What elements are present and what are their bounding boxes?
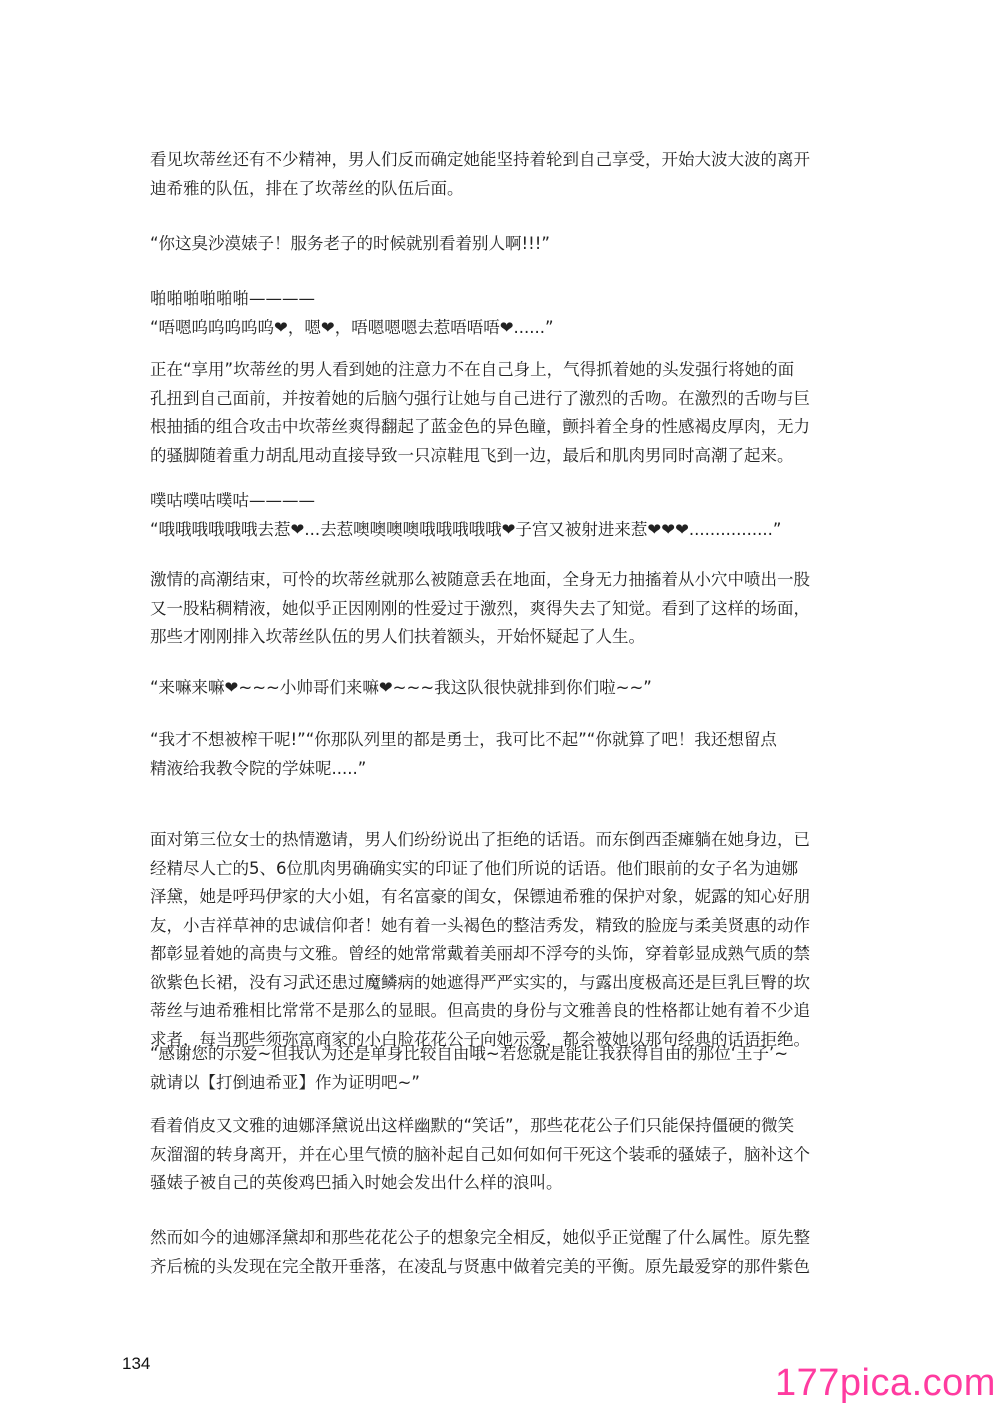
text-line: 精液给我教令院的学妹呢.....” (150, 758, 367, 778)
paragraph (150, 230, 855, 259)
paragraph (150, 674, 855, 703)
text-line: “哦哦哦哦哦哦去惹❤...去惹噢噢噢噢哦哦哦哦哦❤子宫又被射进来惹❤❤❤................” (150, 519, 782, 539)
text-line: 又一股粘稠精液，她似乎正因刚刚的性爱过于激烈，爽得失去了知觉。看到了这样的场面， (150, 598, 810, 618)
text-line: 正在“享用”坎蒂丝的男人看到她的注意力不在自己身上，气得抓着她的头发强行将她的面 (150, 360, 795, 379)
text-line: “你这臭沙漠婊子！服务老子的时候就别看着别人啊!!!” (150, 234, 550, 253)
text-line: “唔嗯呜呜呜呜呜❤，嗯❤，唔嗯嗯嗯去惹唔唔唔❤......” (150, 317, 554, 337)
text-line: 灰溜溜的转身离开，并在心里气愤的脑补起自己如何如何干死这个装乖的骚婊子，脑补这个 (150, 1144, 810, 1164)
page-number: 134 (122, 1354, 151, 1373)
text-line: 噗咕噗咕噗咕———— (150, 491, 315, 510)
text-line: “感谢您的示爱~但我认为还是单身比较自由哦~若您就是能让我获得自由的那位‘王子’~ (150, 1044, 789, 1063)
paragraph (150, 487, 855, 544)
text-line: 迪希雅的队伍，排在了坎蒂丝的队伍后面。 (150, 178, 464, 198)
text-line: 欲紫色长裙，没有习武还患过魔鳞病的她遮得严严实实的，与露出度极高还是巨乳巨臀的坎 (150, 972, 810, 992)
paragraph (150, 726, 855, 783)
paragraph (150, 1224, 855, 1281)
text-line: 孔扭到自己面前，并按着她的后脑勺强行让她与自己进行了激烈的舌吻。在激烈的舌吻与巨 (150, 388, 810, 408)
text-line: 的骚脚随着重力胡乱甩动直接导致一只凉鞋甩飞到一边，最后和肌肉男同时高潮了起来。 (150, 445, 794, 465)
paragraph (150, 1112, 855, 1198)
text-line: 就请以【打倒迪希亚】作为证明吧~” (150, 1072, 420, 1092)
text-line: 激情的高潮结束，可怜的坎蒂丝就那么被随意丢在地面，全身无力抽搐着从小穴中喷出一股 (150, 570, 810, 589)
text-line: 面对第三位女士的热情邀请，男人们纷纷说出了拒绝的话语。而东倒西歪瘫躺在她身边，已 (150, 830, 810, 849)
text-line: 看见坎蒂丝还有不少精神，男人们反而确定她能坚持着轮到自己享受，开始大波大波的离开 (150, 150, 810, 169)
paragraph (150, 285, 855, 342)
text-line: 根抽插的组合攻击中坎蒂丝爽得翻起了蓝金色的异色瞳，颤抖着全身的性感褐皮厚肉，无力 (150, 417, 810, 436)
text-line: 蒂丝与迪希雅相比常常不是那么的显眼。但高贵的身份与文雅善良的性格都让她有着不少追 (150, 1001, 810, 1020)
text-line: 然而如今的迪娜泽黛却和那些花花公子的想象完全相反，她似乎正觉醒了什么属性。原先整 (150, 1228, 810, 1247)
text-line: 求者，每当那些须弥富商家的小白脸花花公子向她示爱，都会被她以那句经典的话语拒绝。 (150, 1029, 810, 1049)
text-line: 都彰显着她的高贵与文雅。曾经的她常常戴着美丽却不浮夸的头饰，穿着彰显成熟气质的禁 (150, 944, 810, 963)
text-line: 齐后梳的头发现在完全散开垂落，在凌乱与贤惠中做着完美的平衡。原先最爱穿的那件紫色 (150, 1256, 810, 1276)
text-line: “来嘛来嘛❤~~~小帅哥们来嘛❤~~~我这队很快就排到你们啦~~” (150, 678, 652, 697)
paragraph (150, 566, 855, 652)
watermark: 177pica.com (775, 1362, 996, 1404)
paragraph (150, 146, 855, 203)
text-line: 友，小吉祥草神的忠诚信仰者！她有着一头褐色的整洁秀发，精致的脸庞与柔美贤惠的动作 (150, 915, 810, 935)
text-line: 看着俏皮又文雅的迪娜泽黛说出这样幽默的“笑话”，那些花花公子们只能保持僵硬的微笑 (150, 1116, 795, 1135)
text-line: 那些才刚刚排入坎蒂丝队伍的男人们扶着额头，开始怀疑起了人生。 (150, 627, 645, 646)
text-line: 啪啪啪啪啪啪———— (150, 289, 315, 308)
paragraph (150, 356, 855, 470)
text-line: 泽黛，她是呼玛伊家的大小姐，有名富豪的闺女，保镖迪希雅的保护对象，妮露的知心好朋 (150, 887, 810, 906)
text-line: “我才不想被榨干呢!”“你那队列里的都是勇士，我可比不起”“你就算了吧！我还想留点 (150, 730, 777, 749)
text-line: 经精尽人亡的5、6位肌肉男确确实实的印证了他们所说的话语。他们眼前的女子名为迪娜 (150, 858, 798, 878)
paragraph (150, 1040, 855, 1097)
text-line: 骚婊子被自己的英俊鸡巴插入时她会发出什么样的浪叫。 (150, 1173, 563, 1192)
paragraph (150, 826, 855, 1054)
